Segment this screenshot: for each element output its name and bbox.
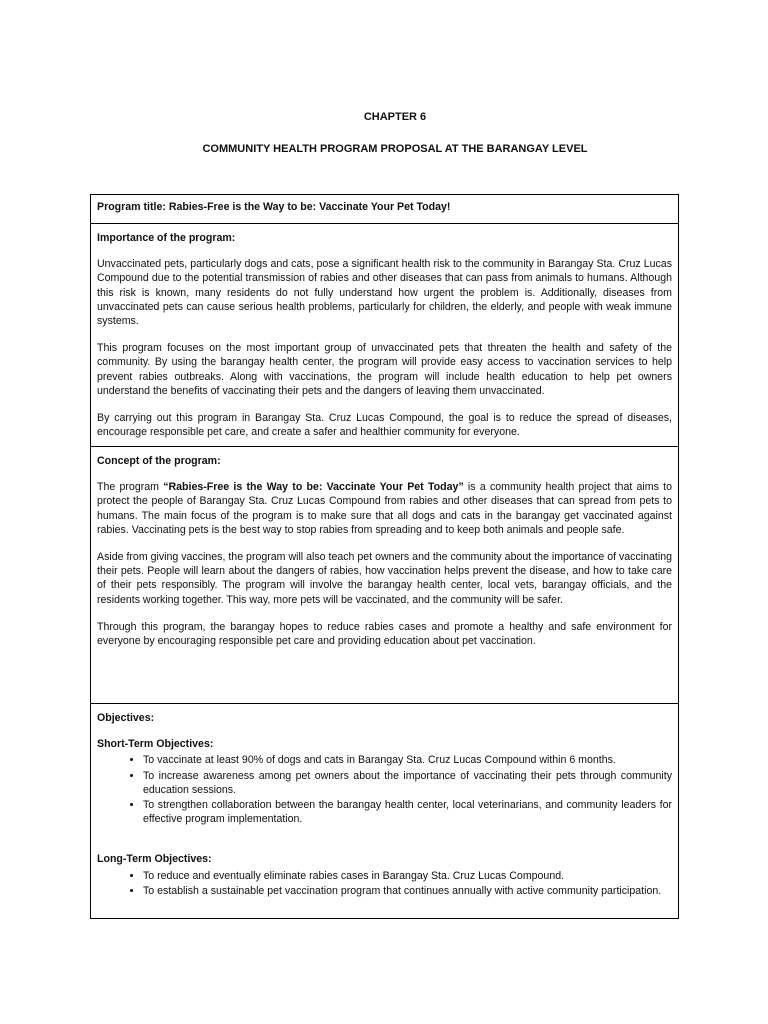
importance-cell	[91, 224, 679, 447]
concept-row	[91, 447, 679, 704]
long-term-list	[97, 869, 672, 898]
importance-heading: Importance of the program:	[97, 232, 236, 244]
list-item: • To increase awareness among pet owners about the importance of vaccinating their pets through community education sessions.	[143, 769, 672, 797]
concept-text: The program	[97, 481, 164, 494]
list-item: • To establish a sustainable pet vaccination program that continues annually with active community participation.	[143, 884, 672, 898]
program-title-row	[91, 195, 679, 224]
program-proposal-table	[90, 194, 679, 919]
importance-paragraph: Unvaccinated pets, particularly dogs and cats, pose a significant health risk to the community in Barangay Sta. Cruz Lucas Compound due to the potential transmission of rabies and other diseases that can pass from animals to humans. Although this risk is known, many residents do not fully understand how urgent the problem is. Additionally, diseases from unvaccinated pets can cause serious health problems, particularly for children, the elderly, and people with weak immune systems.	[97, 258, 672, 328]
long-term-heading: Long-Term Objectives:	[97, 853, 212, 866]
program-title: Program title: Rabies-Free is the Way to be: Vaccinate Your Pet Today!	[91, 195, 679, 224]
program-name-quote: “Rabies-Free is the Way to be: Vaccinate Your Pet Today”	[163, 481, 464, 494]
list-item: • To strengthen collaboration between the barangay health center, local veterinarians, and community leaders for effective program implementation.	[143, 798, 672, 826]
objectives-row	[91, 704, 679, 919]
concept-paragraph: Aside from giving vaccines, the program will also teach pet owners and the community about the importance of vaccinating their pets. People will learn about the dangers of rabies, how vaccination helps prevent the disease, and how to take care of their pets responsibly. The program will involve the barangay health center, local vets, barangay officials, and the residents working together. This way, more pets will be vaccinated, and the community will be safer.	[97, 551, 672, 606]
concept-heading: Concept of the program:	[97, 455, 221, 467]
concept-paragraph: Through this program, the barangay hopes to reduce rabies cases and promote a healthy and safe environment for everyone by encouraging responsible pet care and providing education about pet vaccination.	[97, 620, 672, 648]
concept-cell	[91, 447, 679, 704]
concept-paragraph	[97, 480, 672, 537]
list-item: • To reduce and eventually eliminate rabies cases in Barangay Sta. Cruz Lucas Compound.	[143, 869, 672, 883]
document-title: COMMUNITY HEALTH PROGRAM PROPOSAL AT THE BARANGAY LEVEL	[202, 143, 588, 155]
importance-row	[91, 224, 679, 447]
objectives-cell	[91, 704, 679, 919]
chapter-label: CHAPTER 6	[363, 111, 427, 123]
list-item: • To vaccinate at least 90% of dogs and cats in Barangay Sta. Cruz Lucas Compound within 6 months.	[143, 753, 672, 767]
short-term-list	[97, 753, 672, 826]
concept-text: is a community health project that aims to protect the people of Barangay Sta. Cruz Lucas Compound from rabies and other diseases that can spread from pets to humans. The main focus of the program is to make sure that all dogs and cats in the barangay get vaccinated against rabies. Vaccinating pets is the best way to stop rabies from spreading and to keep both animals and people safe.	[97, 481, 672, 536]
importance-paragraph: This program focuses on the most important group of unvaccinated pets that threaten the health and safety of the community. By using the barangay health center, the program will provide easy access to vaccination services to help prevent rabies outbreaks. Along with vaccinations, the program will include health education to help pet owners understand the benefits of vaccinating their pets and the dangers of leaving them unvaccinated.	[97, 342, 672, 397]
objectives-heading: Objectives:	[97, 712, 155, 724]
importance-paragraph: By carrying out this program in Barangay Sta. Cruz Lucas Compound, the goal is to reduce the spread of diseases, encourage responsible pet care, and create a safer and healthier community for everyone.	[97, 412, 672, 439]
short-term-heading: Short-Term Objectives:	[97, 738, 214, 751]
